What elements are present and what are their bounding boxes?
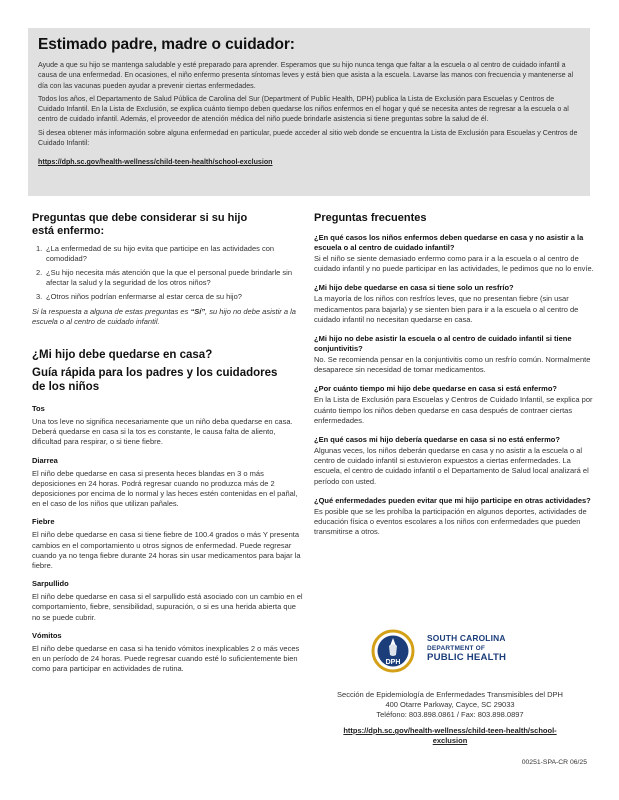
quick-guide-heading-line-2: de los niños: [32, 381, 100, 393]
list-item: [32, 268, 304, 288]
logo-line-1: SOUTH CAROLINA: [427, 633, 506, 643]
logo-line-3: PUBLIC HEALTH: [427, 652, 507, 663]
contact-phone-fax: Teléfono: 803.898.0861 / Fax: 803.898.0897: [376, 710, 524, 719]
consider-heading-line-2: está enfermo:: [32, 225, 105, 237]
question-text: ¿La enfermedad de su hijo evita que participe en las actividades con comodidad?: [46, 244, 275, 263]
list-item: [32, 292, 304, 302]
faq-question: ¿En qué casos mi hijo debería quedarse en casa si no está enfermo?: [314, 435, 560, 445]
note-text-post: , su hijo no debe asistir a la escuela o al centro de cuidado infantil.: [32, 307, 296, 326]
question-text: ¿Su hijo necesita más atención que la que el personal puede brindarle sin afectar la salud y la seguridad de los otros niños?: [46, 268, 292, 287]
dph-seal-text: DPH: [385, 659, 401, 666]
symptom-diarrhea: [32, 456, 304, 510]
exclusion-list-link[interactable]: https://dph.sc.gov/health-wellness/child-teen-health/school-exclusion: [38, 158, 273, 167]
document-code: 00251-SPA-CR 06/25: [521, 759, 587, 766]
symptom-rash: [32, 579, 304, 623]
note-text-si: “Sí”: [190, 307, 206, 316]
faq-answer: Es posible que se les prohíba la participación en algunos deportes, actividades de educación física o eventos escolares a los niños con enfermedades que pueden transmitirse a otros.: [314, 506, 587, 537]
dph-logo: [367, 628, 567, 674]
faq-question: ¿Mi hijo no debe asistir la escuela o al centro de cuidado infantil si tiene conjuntivitis?: [314, 334, 572, 354]
right-column: [314, 212, 596, 546]
symptom-fever: [32, 517, 304, 571]
faq-answer: La mayoría de los niños con resfríos leves, que no presentan fiebre (sin usar medicamentos para bajarla) y se sienten bien para ir a la escuela o al centro de cuidado infantil no necesitan quedarse en casa.: [314, 294, 579, 324]
symptom-title: Diarrea: [32, 455, 58, 465]
dph-logo-text: [427, 634, 506, 663]
symptom-text: El niño debe quedarse en casa si ha tenido vómitos inexplicables 2 o más veces en un período de 24 horas. Puede regresar cuando esté lo suficientemente bien como para participar en actividades de rutina.: [32, 643, 300, 674]
faq-item: [314, 233, 596, 274]
intro-paragraph-2: Todos los años, el Departamento de Salud Pública de Carolina del Sur (Department of Public Health, DPH) publica la Lista de Exclusión para Escuelas y Centros de Cuidado Infantil. En la Lista de Exclusión, se explica cuánto tiempo deben quedarse los niños enfermos en el hogar y qué se necesita antes de regresar a la escuela o al centro de cuidado infantil. Además, el proveedor de atención médica del niño puede brindarle asistencia si tiene preguntas sobre la salud de él.: [38, 94, 569, 124]
question-text: ¿Otros niños podrían enfermarse al estar cerca de su hijo?: [46, 292, 242, 301]
faq-answer: No. Se recomienda pensar en la conjuntivitis como un resfrío común. Normalmente desaparece sin necesidad de tomar medicamentos.: [314, 355, 591, 375]
logo-line-2: DEPARTMENT OF: [427, 644, 486, 652]
question-number: 1.: [36, 244, 43, 253]
consider-heading: [32, 212, 304, 238]
contact-block: [300, 690, 600, 746]
intro-title: Estimado padre, madre o cuidador:: [38, 36, 295, 53]
faq-answer: Si el niño se siente demasiado enfermo como para ir a la escuela o al centro de cuidado infantil y no puede participar en las actividades, le pedimos que no lo envíe.: [314, 254, 594, 274]
contact-url-line-1: https://dph.sc.gov/health-wellness/child-teen-health/school-: [343, 726, 557, 735]
faq-item: [314, 283, 596, 325]
consider-note: [32, 307, 304, 327]
intro-paragraph-1: Ayude a que su hijo se mantenga saludable y esté preparado para aprender. Esperamos que su hijo nunca tenga que faltar a la escuela o al centro de cuidado infantil a causa de una enfermedad. En ocasiones, el niño enfermo presenta síntomas leves y está bien que asista a la escuela. Lavarse las manos con frecuencia y mantenerse al día con las vacunas pueden ayudar a prevenir ciertas enfermedades.: [38, 61, 574, 90]
stay-home-heading: ¿Mi hijo debe quedarse en casa?: [32, 349, 213, 361]
question-number: 2.: [36, 268, 43, 277]
faq-question: ¿Qué enfermedades pueden evitar que mi hijo participe en otras actividades?: [314, 495, 591, 505]
quick-guide-heading: [32, 366, 304, 394]
faq-heading: Preguntas frecuentes: [314, 212, 427, 224]
list-item: [32, 244, 304, 264]
question-number: 3.: [36, 292, 43, 301]
note-text-pre: Si la respuesta a alguna de estas preguntas es: [32, 307, 191, 316]
symptom-title: Sarpullido: [32, 579, 69, 589]
contact-url-line-2: exclusion: [432, 736, 468, 745]
symptom-title: Vómitos: [32, 630, 62, 640]
contact-address: 400 Otarre Parkway, Cayce, SC 29033: [385, 700, 515, 709]
symptom-text: El niño debe quedarse en casa si el sarpullido está asociado con un cambio en el comportamiento, fiebre, sensibilidad, supuración, o si es una herida abierta que no se puede cubrir.: [32, 592, 303, 622]
faq-answer: En la Lista de Exclusión para Escuelas y Centros de Cuidado Infantil, se explica por cuánto tiempo los niños deben quedarse en casa después de contraer ciertas enfermedades.: [314, 395, 593, 425]
faq-question: ¿Mi hijo debe quedarse en casa si tiene solo un resfrío?: [314, 283, 514, 293]
symptom-title: Tos: [32, 404, 45, 413]
symptom-text: El niño debe quedarse en casa si tiene fiebre de 100.4 grados o más Y presenta cambios en el comportamiento u otros signos de enfermedad. Puede regresar cuando ya no tenga fiebre durante 24 horas sin usar medicamentos para bajar la fiebre.: [32, 530, 301, 571]
faq-item: [314, 384, 596, 426]
contact-url-link[interactable]: [300, 726, 600, 746]
dph-seal-icon: [367, 628, 419, 674]
consider-heading-line-1: Preguntas que debe considerar si su hijo: [32, 212, 248, 224]
symptom-vomiting: [32, 631, 304, 675]
intro-paragraph-3: Si desea obtener más información sobre alguna enfermedad en particular, puede acceder al sitio web donde se encuentra la Lista de Exclusión para Escuelas y Centros de Cuidado Infantil:: [38, 128, 578, 148]
symptom-cough: [32, 404, 304, 448]
symptom-text: Una tos leve no significa necesariamente que un niño deba quedarse en casa. Deberá quedarse en casa si la tos es constante, le causa falta de aliento, dificultad para respirar, o si tiene fiebre.: [32, 417, 293, 447]
faq-item: [314, 496, 596, 538]
quick-guide-heading-line-1: Guía rápida para los padres y los cuidadores: [32, 367, 278, 379]
consider-questions-list: [32, 244, 304, 302]
left-column: [32, 212, 304, 682]
faq-question: ¿Por cuánto tiempo mi hijo debe quedarse en casa si está enfermo?: [314, 384, 557, 394]
faq-question: ¿En qué casos los niños enfermos deben quedarse en casa y no asistir a la escuela o al centro de cuidado infantil?: [314, 233, 584, 252]
faq-item: [314, 334, 596, 375]
faq-item: [314, 435, 596, 487]
symptom-text: El niño debe quedarse en casa si presenta heces blandas en 3 o más deposiciones en 24 horas. Podrá regresar cuando no produzca más de 2 deposiciones por encima de lo normal y las heces estén contenidas en el pañal, en el caso de los niños que utilizan pañales.: [32, 468, 298, 509]
contact-section: Sección de Epidemiología de Enfermedades Transmisibles del DPH: [337, 690, 563, 699]
faq-answer: Algunas veces, los niños deberán quedarse en casa y no asistir a la escuela o al centro de cuidado infantil si estuvieron expuestos a ciertas enfermedades. La escuela, el centro de cuidado infantil o el Departamento de Salud local analizará el período con usted.: [314, 446, 589, 486]
symptom-title: Fiebre: [32, 517, 55, 527]
intro-box: [28, 28, 590, 196]
